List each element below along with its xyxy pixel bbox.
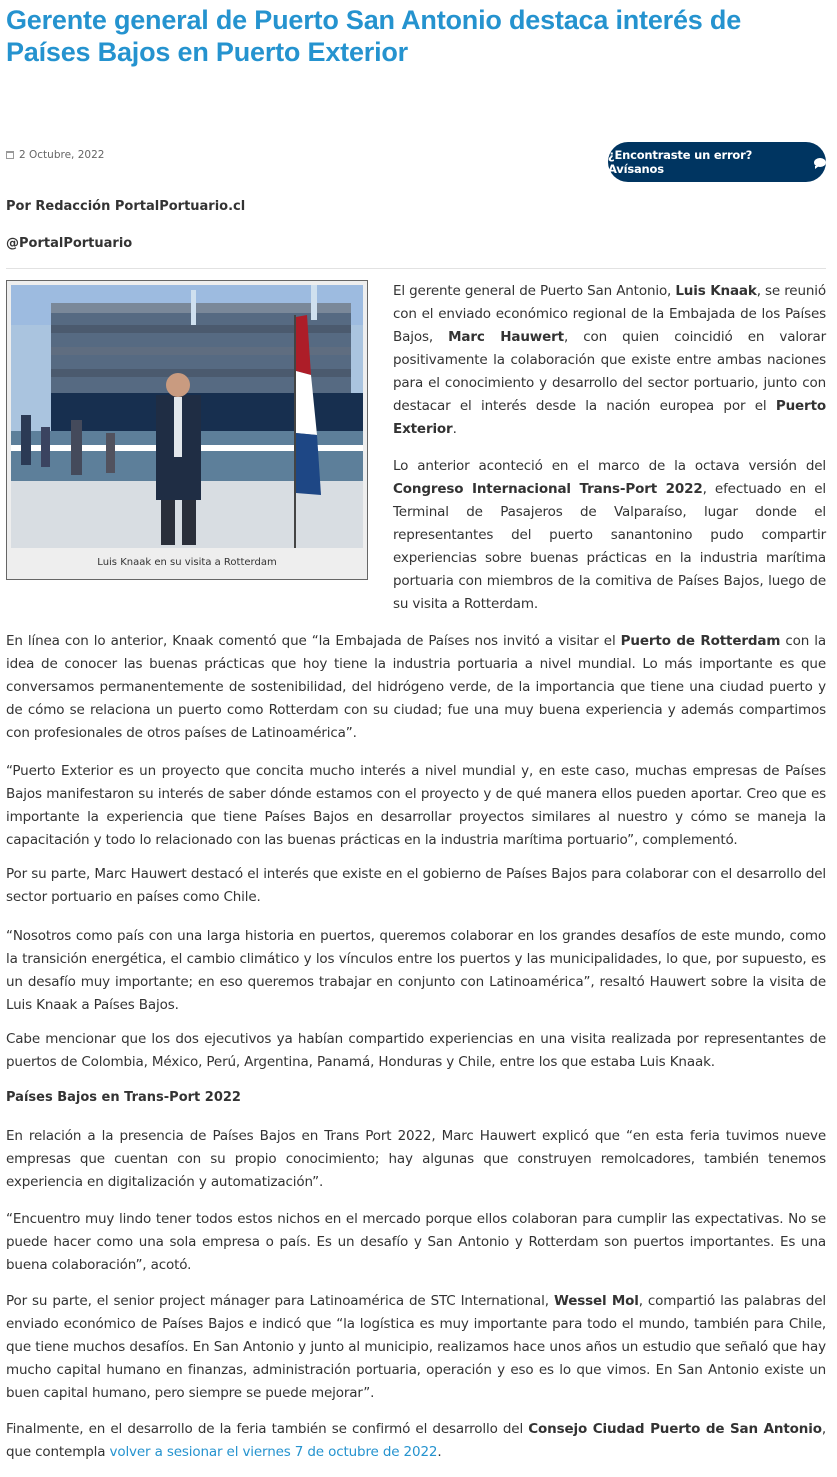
date-row — [6, 149, 104, 161]
report-error-label: ¿Encontraste un error? Avísanos — [608, 148, 753, 176]
article-photo — [11, 285, 363, 548]
session-link[interactable]: volver a sesionar el viernes 7 de octubre de 2022 — [109, 1444, 438, 1460]
paragraph-5: Por su parte, Marc Hauwert destacó el interés que existe en el gobierno de Países Bajos para colaborar con el desarrollo del sector portuario en países como Chile. — [6, 866, 826, 905]
comment-icon — [814, 158, 826, 167]
paragraph-1: El gerente general de Puerto San Antonio, Luis Knaak, se reunió con el enviado económico regional de la Embajada de los Países Bajos, Marc Hauwert, con quien coincidió en valorar positivamente la colaboración que existe entre ambas naciones para el conocimiento y desarrollo del sector portuario, junto con destacar el interés desde la nación europea por el Puerto Exterior. — [393, 283, 826, 437]
paragraph-6: “Nosotros como país con una larga historia en puertos, queremos colaborar en los grandes desafíos de este mundo, como la transición energética, el cambio climático y los vínculos entre los puertos y las municipalidades, lo que, por supuesto, es un desafío muy importante; en eso queremos trabajar en conjunto con Latinoamérica”, resaltó Hauwert sobre la visita de Luis Knaak a Países Bajos. — [6, 928, 826, 1013]
paragraph-4: “Puerto Exterior es un proyecto que concita mucho interés a nivel mundial y, en este caso, muchas empresas de Países Bajos manifestaron su interés de saber dónde estamos con el proyecto y de qué manera ellos pueden aportar. Creo que es importante la experiencia que tiene Países Bajos en desarrollar proyectos similares al nuestro y cómo se maneja la capacitación y todo lo relacionado con las buenas prácticas en la industria marítima portuario”, complementó. — [6, 763, 826, 848]
paragraph-11: Finalmente, en el desarrollo de la feria también se confirmó el desarrollo del Consejo Ciudad Puerto de San Antonio, que contempla volver a sesionar el viernes 7 de octubre de 2022. — [6, 1421, 827, 1460]
paragraph-9: “Encuentro muy lindo tener todos estos nichos en el mercado porque ellos colaboran para cumplir las expectativas. No se puede hacer como una sola empresa o país. Es un desafío y San Antonio y Rotterdam son puertos importantes. Es una buena colaboración”, acotó. — [6, 1211, 826, 1273]
paragraph-7: Cabe mencionar que los dos ejecutivos ya habían compartido experiencias en una visita realizada por representantes de puertos de Colombia, México, Perú, Argentina, Panamá, Honduras y Chile, entre los que estaba Luis Knaak. — [6, 1031, 826, 1070]
calendar-icon — [6, 151, 14, 159]
author-byline: Por Redacción PortalPortuario.cl — [6, 199, 246, 214]
publish-date: 2 Octubre, 2022 — [19, 149, 105, 161]
author-handle: @PortalPortuario — [6, 236, 133, 251]
article-title: Gerente general de Puerto San Antonio destaca interés de Países Bajos en Puerto Exterior — [6, 5, 742, 67]
image-caption: Luis Knaak en su visita a Rotterdam — [97, 557, 277, 568]
section-subheading: Países Bajos en Trans-Port 2022 — [6, 1090, 241, 1105]
paragraph-2: Lo anterior aconteció en el marco de la octava versión del Congreso Internacional Trans-Port 2022, efectuado en el Terminal de Pasajeros de Valparaíso, lugar donde el representantes del puerto sanantonino pudo compartir experiencias sobre buenas prácticas en la industria marítima portuaria con miembros de la comitiva de Países Bajos, luego de su visita a Rotterdam. — [393, 458, 826, 612]
paragraph-8: En relación a la presencia de Países Bajos en Trans Port 2022, Marc Hauwert explicó que “en esta feria tuvimos nueve empresas que cuentan con su propio conocimiento; hay algunas que construyen remolcadores, también tenemos experiencia en digitalización y automatización”. — [6, 1128, 826, 1190]
report-error-button[interactable] — [608, 142, 826, 182]
article-figure — [6, 280, 368, 580]
divider — [6, 268, 826, 269]
paragraph-3: En línea con lo anterior, Knaak comentó que “la Embajada de Países nos invitó a visitar el Puerto de Rotterdam con la idea de conocer las buenas prácticas que hoy tiene la industria portuaria a nivel mundial. Lo más importante es que conversamos permanentemente de sostenibilidad, del hidrógeno verde, de la importancia que tiene una ciudad puerto y de cómo se relaciona un puerto como Rotterdam con su ciudad; fue una muy buena experiencia y además compartimos con profesionales de otros países de Latinoamérica”. — [6, 633, 826, 741]
paragraph-10: Por su parte, el senior project mánager para Latinoamérica de STC International, Wessel Mol, compartió las palabras del enviado económico de Países Bajos e indicó que “la logística es muy importante para todo el mundo, también para Chile, que tiene muchos desafíos. En San Antonio y junto al municipio, realizamos hace unos años un estudio que señaló que hay mucho capital humano en finanzas, administración portuaria, operación y eso es lo que vimos. En San Antonio existe un buen capital humano, pero siempre se puede mejorar”. — [6, 1293, 826, 1401]
